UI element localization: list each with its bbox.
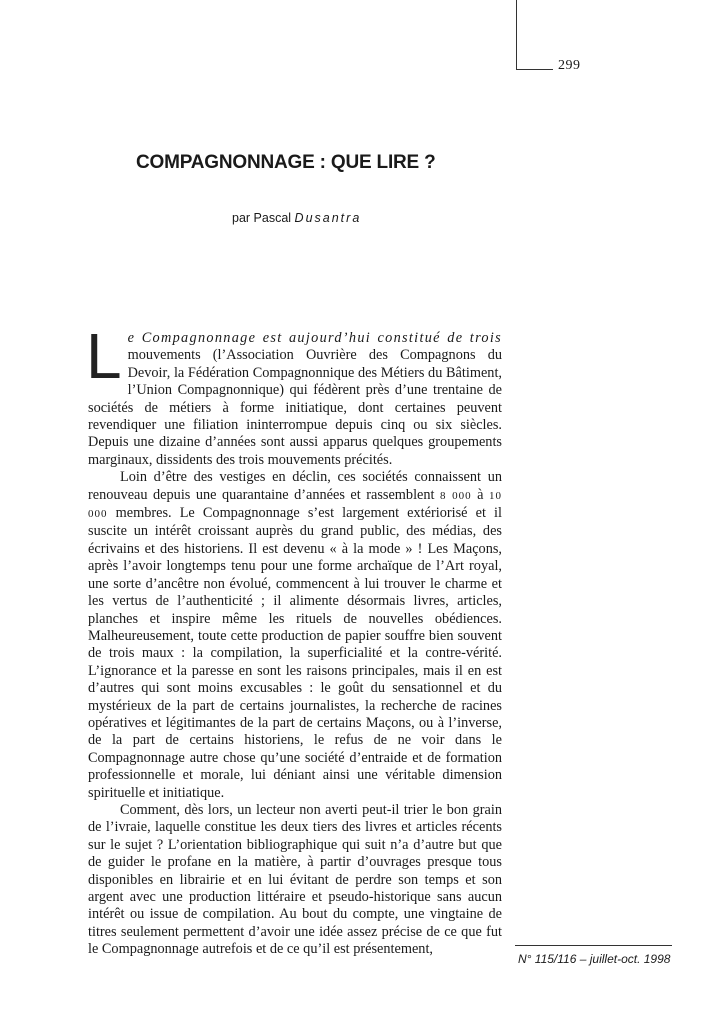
paragraph-1-text: mouvements (l’Association Ouvrière des Compagnons du Devoir, la Fédération Compagnonnique des Métiers du Bâtiment, l’Union Compagnonnique) qui fédèrent près d’une trentaine de sociétés de métiers à forme initiatique, dont certaines peuvent revendiquer une filiation ininterrompue depuis cinq ou six siècles. Depuis une dizaine d’années sont aussi apparus quelques groupements marginaux, dissidents des trois mouvements précités. (88, 347, 502, 468)
crop-mark-horizontal (516, 69, 553, 70)
paragraph-2-text-a: Loin d’être des vestiges en déclin, ces sociétés connaissent un renouveau depuis une quarantaine d’années et rassemblent (88, 469, 502, 503)
drop-cap: L (86, 320, 122, 392)
page-number: 299 (558, 58, 581, 73)
paragraph-2-text-c: membres. Le Compagnonnage s’est largement extériorisé et il suscite un intérêt croissant auprès du grand public, des médias, des écrivains et des historiens. Il est devenu « à la mode » ! Les Maçons, après l’avoir longtemps tenu pour une forme archaïque de l’Art royal, une sorte d’ancêtre non évolué, commencent à lui trouver le charme et les vertus de l’authenticité ; il alimente désormais livres, articles, planches et inspire même les rituels de nouvelles obédiences. Malheureusement, toute cette production de papier souffre bien souvent de trois maux : la compilation, la superficialité et la contre-vérité. L’ignorance et la paresse en sont les raisons principales, mais il en est d’autres qui sont moins excusables : le goût du sensationnel et du mystérieux de la part de certains journalistes, la recherche de racines opératives et légitimantes de la part de certains Maçons, ou à l’inverse, de la part de certains historiens, le refus de ne voir dans le Compagnonnage autre chose qu’une société d’entraide et de formation professionnelle et morale, lui déniant ainsi une véritable dimension spirituelle et initiatique. (88, 505, 502, 801)
byline (232, 211, 361, 225)
lead-words: e Compagnonnage est aujourd’hui constitué de trois (127, 330, 502, 346)
footer-rule (515, 945, 672, 946)
paragraph-1 (86, 320, 502, 469)
byline-prefix: par Pascal (232, 211, 292, 225)
paragraph-3: Comment, dès lors, un lecteur non averti peut-il trier le bon grain de l’ivraie, laquelle constitue les deux tiers des livres et articles récents sur le sujet ? L’orientation bibliographique qui suit n’a d’autre but que de guider le profane en la matière, à partir d’ouvrages presque tous disponibles en librairie et en lui évitant de perdre son temps et son argent avec une production littéraire et pseudo-historique sans aucun intérêt ou issue de compilation. Au bout du compte, une vingtaine de titres seulement permettent d’avoir une idée assez précise de ce que fut le Compagnonnage autrefois et de ce qu’il est présentement, (88, 801, 502, 958)
paragraph-2-text-b: à (477, 486, 484, 503)
author-surname: Dusantra (294, 211, 362, 225)
article-body (86, 320, 502, 959)
member-count-low: 8 000 (440, 489, 472, 502)
member-count-high: 10 000 (88, 489, 502, 521)
crop-mark-vertical (516, 0, 517, 70)
issue-footer: N° 115/116 – juillet-oct. 1998 (518, 952, 671, 966)
paragraph-2 (88, 469, 502, 802)
article-title: COMPAGNONNAGE : QUE LIRE ? (136, 152, 436, 173)
